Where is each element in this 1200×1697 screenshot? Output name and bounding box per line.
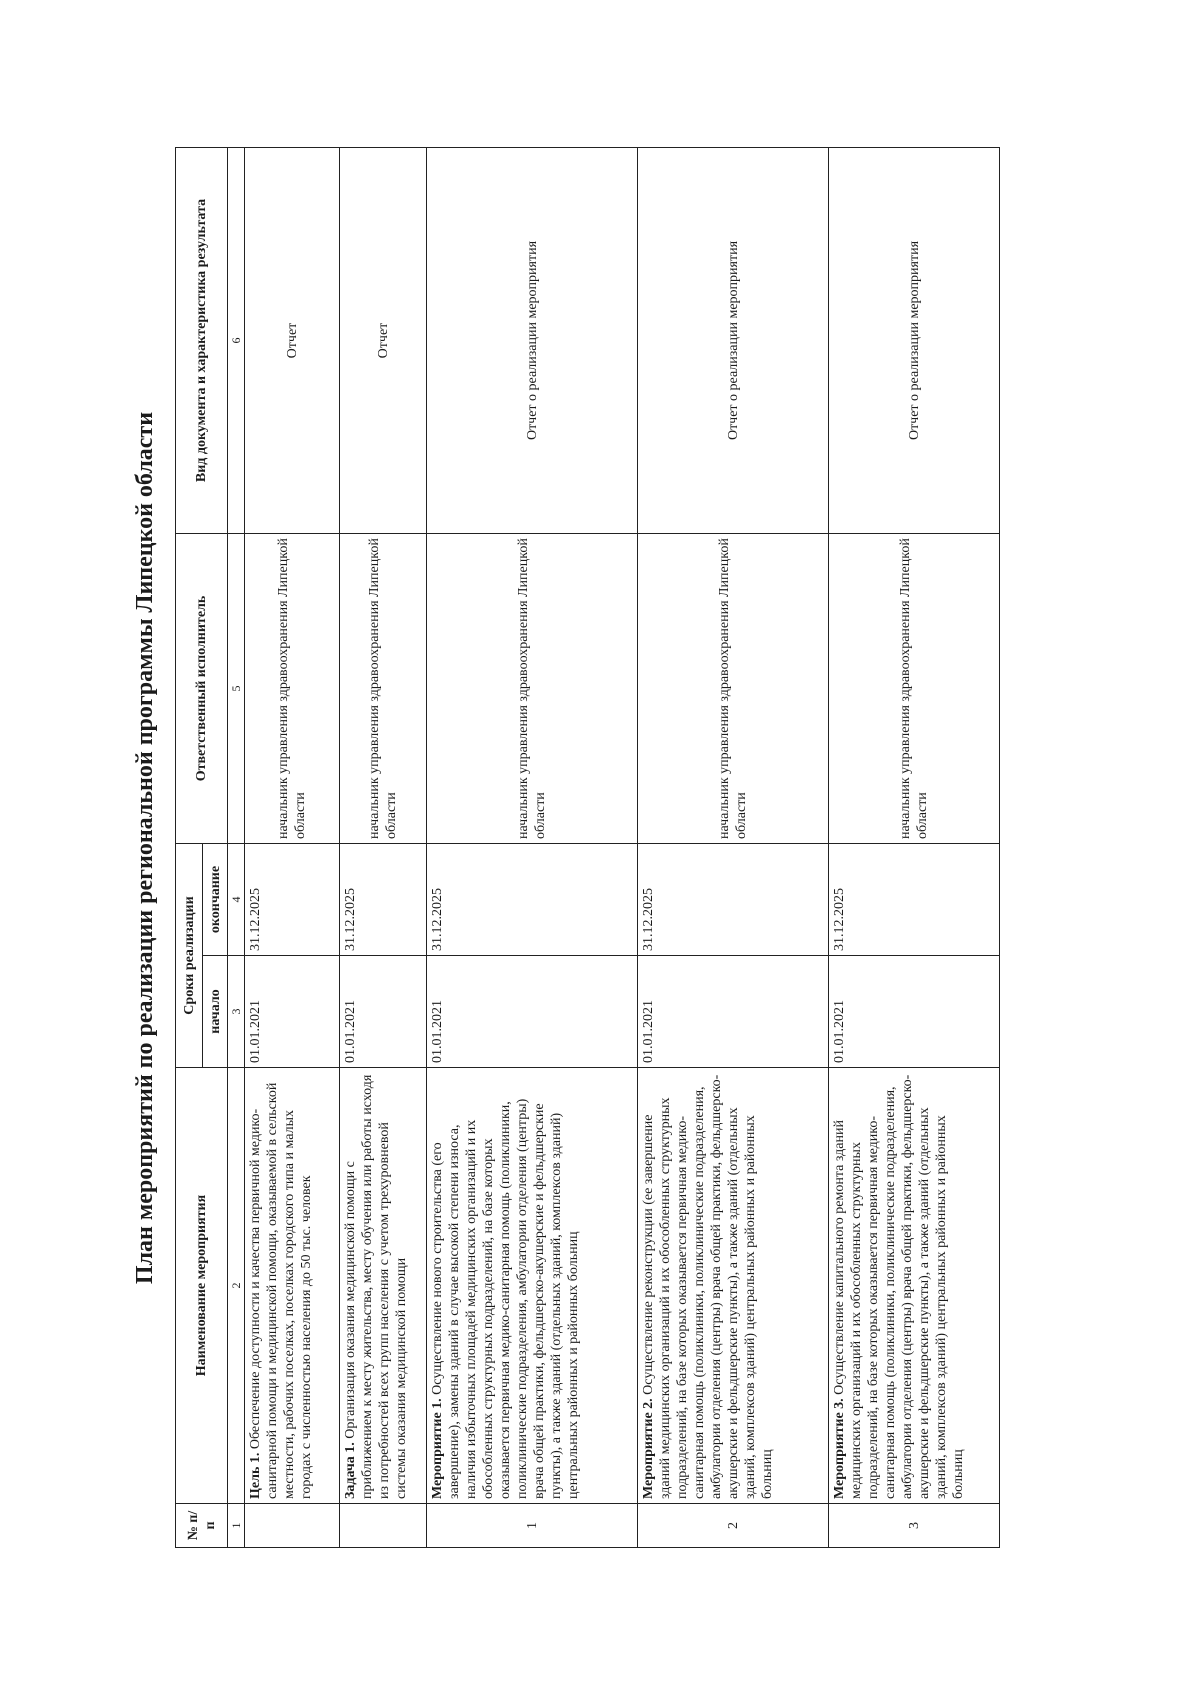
header-result: Вид документа и характеристика результата — [176, 148, 228, 534]
row-start-date: 01.01.2021 — [638, 956, 829, 1068]
row-end-date: 31.12.2025 — [829, 844, 1000, 956]
header-executor: Ответственный исполнитель — [176, 534, 228, 844]
column-number: 6 — [228, 148, 245, 534]
row-text: Осуществление капитального ремонта зданий медицинских организаций и их обособленных структурных подразделений, на базе которых оказывается первичная медико-санитарная помощь (поликлиники, поликлинические подразделения, амбулатории отделения (центры) врача общей практики, фельдшерско-акушерские и фельдшерские пункты), а также зданий (отдельных зданий, комплексов зданий) центральных районных и районных больниц — [832, 1074, 966, 1499]
column-number: 4 — [228, 844, 245, 956]
row-text: Осуществление реконструкции (ее завершение зданий медицинских организаций и их обособленных структурных подразделений, на базе которых оказывается первичная медико-санитарная помощь (поликлиники, поликлинические подразделения, амбулатории отделения (центры) врача общей практики, фельдшерско-акушерские и фельдшерские пункты), а также зданий (отдельных зданий, комплексов зданий) центральных районных и районных больниц — [641, 1074, 775, 1499]
row-result: Отчет о реализации мероприятия — [427, 148, 638, 534]
row-label: Мероприятие 3. — [832, 1398, 847, 1499]
row-executor: начальник управления здравоохранения Липецкой области — [638, 534, 829, 844]
table-row — [245, 148, 340, 1548]
table-row — [829, 148, 1000, 1548]
row-label: Мероприятие 1. — [430, 1398, 445, 1499]
row-description — [427, 1068, 638, 1504]
row-number — [245, 1504, 340, 1548]
row-end-date: 31.12.2025 — [427, 844, 638, 956]
row-executor: начальник управления здравоохранения Липецкой области — [427, 534, 638, 844]
row-number: 2 — [638, 1504, 829, 1548]
table-row — [427, 148, 638, 1548]
header-num: № п/п — [176, 1504, 228, 1548]
row-start-date: 01.01.2021 — [245, 956, 340, 1068]
row-end-date: 31.12.2025 — [340, 844, 427, 956]
row-result: Отчет — [340, 148, 427, 534]
row-description — [829, 1068, 1000, 1504]
row-label: Цель 1. — [248, 1452, 263, 1499]
table-row — [638, 148, 829, 1548]
row-description — [340, 1068, 427, 1504]
table-row — [340, 148, 427, 1548]
row-label: Мероприятие 2. — [641, 1398, 656, 1499]
header-start: начало — [203, 956, 228, 1068]
row-label: Задача 1. — [343, 1442, 358, 1499]
row-start-date: 01.01.2021 — [427, 956, 638, 1068]
row-executor: начальник управления здравоохранения Липецкой области — [340, 534, 427, 844]
row-executor: начальник управления здравоохранения Липецкой области — [829, 534, 1000, 844]
plan-table — [175, 147, 1000, 1548]
row-result: Отчет — [245, 148, 340, 534]
header-end: окончание — [203, 844, 228, 956]
header-period: Сроки реализации — [176, 844, 203, 1068]
row-executor: начальник управления здравоохранения Липецкой области — [245, 534, 340, 844]
row-number — [340, 1504, 427, 1548]
column-number: 1 — [228, 1504, 245, 1548]
column-number: 2 — [228, 1068, 245, 1504]
row-result: Отчет о реализации мероприятия — [829, 148, 1000, 534]
header-row — [176, 148, 203, 1548]
row-text: Организация оказания медицинской помощи с приближением к месту жительства, месту обучения или работы исходя из потребностей всех групп населения с учетом трехуровневой системы оказания медицинской помощи — [343, 1074, 409, 1499]
row-start-date: 01.01.2021 — [829, 956, 1000, 1068]
row-end-date: 31.12.2025 — [638, 844, 829, 956]
column-number-row — [228, 148, 245, 1548]
row-end-date: 31.12.2025 — [245, 844, 340, 956]
row-number: 1 — [427, 1504, 638, 1548]
row-description — [638, 1068, 829, 1504]
document-title: План мероприятий по реализации региональной программы Липецкой области — [132, 411, 158, 1285]
row-start-date: 01.01.2021 — [340, 956, 427, 1068]
row-text: Обеспечение доступности и качества первичной медико-санитарной помощи и медицинской помощи, оказываемой в сельской местности, рабочих поселках, поселках городского типа и малых городах с численностью населения до 50 тыс. человек — [248, 1082, 314, 1499]
row-description — [245, 1068, 340, 1504]
column-number: 5 — [228, 534, 245, 844]
header-name: Наименование мероприятия — [176, 1068, 228, 1504]
row-result: Отчет о реализации мероприятия — [638, 148, 829, 534]
column-number: 3 — [228, 956, 245, 1068]
rotated-page — [130, 148, 1030, 1548]
row-text: Осуществление нового строительства (его завершение), замены зданий в случае высокой степени износа, наличия избыточных площадей медицинских организаций и их обособленных структурных подразделений, на базе которых оказывается первичная медико-санитарная помощь (поликлиники, поликлинические подразделения, амбулатории отделения (центры) врача общей практики, фельдшерско-акушерские и фельдшерские пункты), а также зданий (отдельных зданий, комплексов зданий) центральных районных и районных больниц — [430, 1098, 581, 1499]
row-number: 3 — [829, 1504, 1000, 1548]
